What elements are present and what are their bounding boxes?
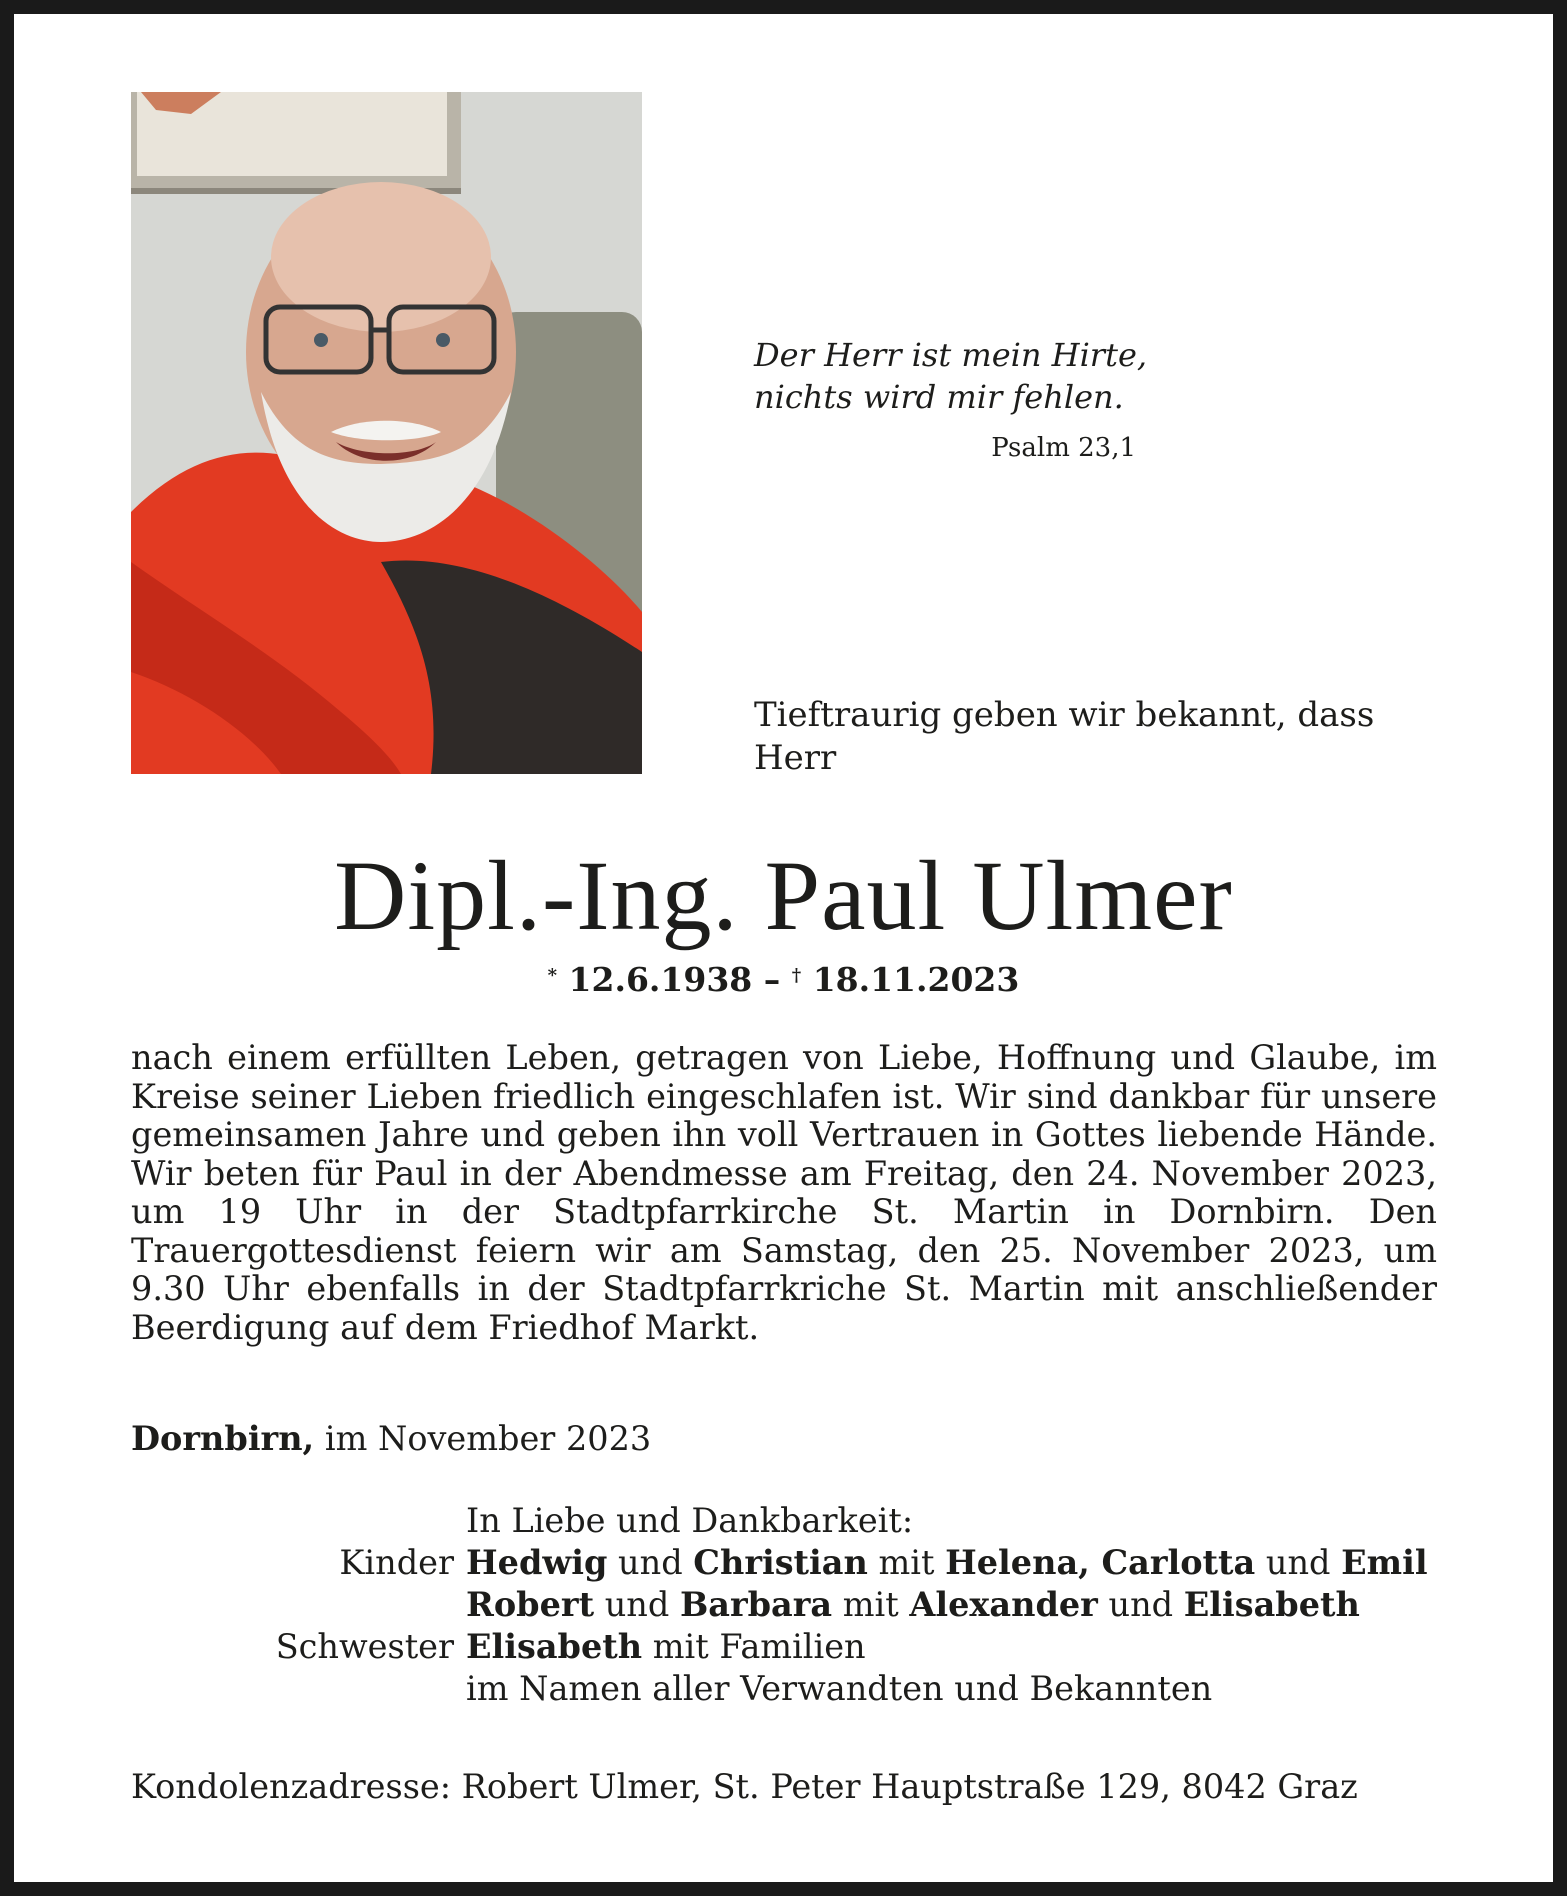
connector-text: mit Familien <box>642 1627 866 1666</box>
name-bold: Hedwig <box>466 1543 608 1582</box>
connector-text: mit <box>867 1543 946 1582</box>
name-bold: Emil <box>1341 1543 1428 1582</box>
name-bold: Elisabeth <box>1183 1585 1360 1624</box>
birth-date: 12.6.1938 <box>568 960 753 999</box>
name-bold: Christian <box>693 1543 868 1582</box>
death-date: 18.11.2023 <box>812 960 1020 999</box>
schwester-label: Schwester <box>275 1627 454 1666</box>
name-bold: Barbara <box>679 1585 833 1624</box>
connector-text: und <box>607 1543 694 1582</box>
connector-text: und <box>1097 1585 1184 1624</box>
death-symbol: † <box>791 965 802 986</box>
quote-line-1: Der Herr ist mein Hirte, <box>754 336 1148 374</box>
mourners-heading-row <box>131 1500 1437 1542</box>
deceased-name: Dipl.-Ing. Paul Ulmer <box>334 840 1233 951</box>
name-bold: Robert <box>466 1585 595 1624</box>
condolence-address: Kondolenzadresse: Robert Ulmer, St. Peter Hauptstraße 129, 8042 Graz <box>131 1767 1358 1806</box>
schwester-row <box>131 1626 1437 1668</box>
closing-line: im Namen aller Verwandten und Bekannten <box>466 1669 1213 1708</box>
mourners-list <box>131 1500 1437 1710</box>
place-month: im November 2023 <box>324 1419 652 1458</box>
closing-row <box>131 1668 1437 1710</box>
life-dates <box>0 954 1567 1002</box>
mourners-heading: In Liebe und Dankbarkeit: <box>466 1501 914 1540</box>
name-bold: Alexander <box>909 1585 1098 1624</box>
quote-reference: Psalm 23,1 <box>991 433 1136 463</box>
name-bold: Helena, Carlotta <box>945 1543 1256 1582</box>
kinder-row <box>131 1542 1437 1626</box>
intro-line-2: Herr <box>754 738 837 778</box>
connector-text: mit <box>832 1585 910 1624</box>
connector-text: und <box>594 1585 680 1624</box>
portrait-photo <box>131 92 642 774</box>
place-city: Dornbirn, <box>131 1419 315 1458</box>
obituary-text: nach einem erfüllten Leben, getragen von Liebe, Hoffnung und Glaube, im Kreise seiner Lieben friedlich eingeschlafen ist. Wir sind dankbar für unsere gemeinsamen Jahre und geben ihn voll Vertrauen in Gottes liebende Hände. Wir beten für Paul in der Abendmesse am Freitag, den 24. November 2023, um 19 Uhr in der Stadtpfarrkirche St. Martin in Dornbirn. Den Trauergottesdienst feiern wir am Samstag, den 25. November 2023, um 9.30 Uhr ebenfalls in der Stadtpfarrkriche St. Martin mit anschließender Beerdigung auf dem Friedhof Markt. <box>131 1038 1437 1347</box>
quote-line-2: nichts wird mir fehlen. <box>754 378 1124 416</box>
intro-line-1: Tieftraurig geben wir bekannt, dass <box>754 695 1375 735</box>
bible-quote <box>754 334 1174 418</box>
kinder-names <box>466 1542 1437 1626</box>
date-dash: – <box>763 960 781 999</box>
birth-symbol: * <box>547 965 558 986</box>
place-date <box>131 1418 931 1460</box>
name-bold: Elisabeth <box>466 1627 643 1666</box>
announcement-intro <box>754 694 1394 780</box>
kinder-label: Kinder <box>339 1543 454 1582</box>
connector-text: und <box>1255 1543 1342 1582</box>
schwester-names <box>466 1626 1437 1668</box>
